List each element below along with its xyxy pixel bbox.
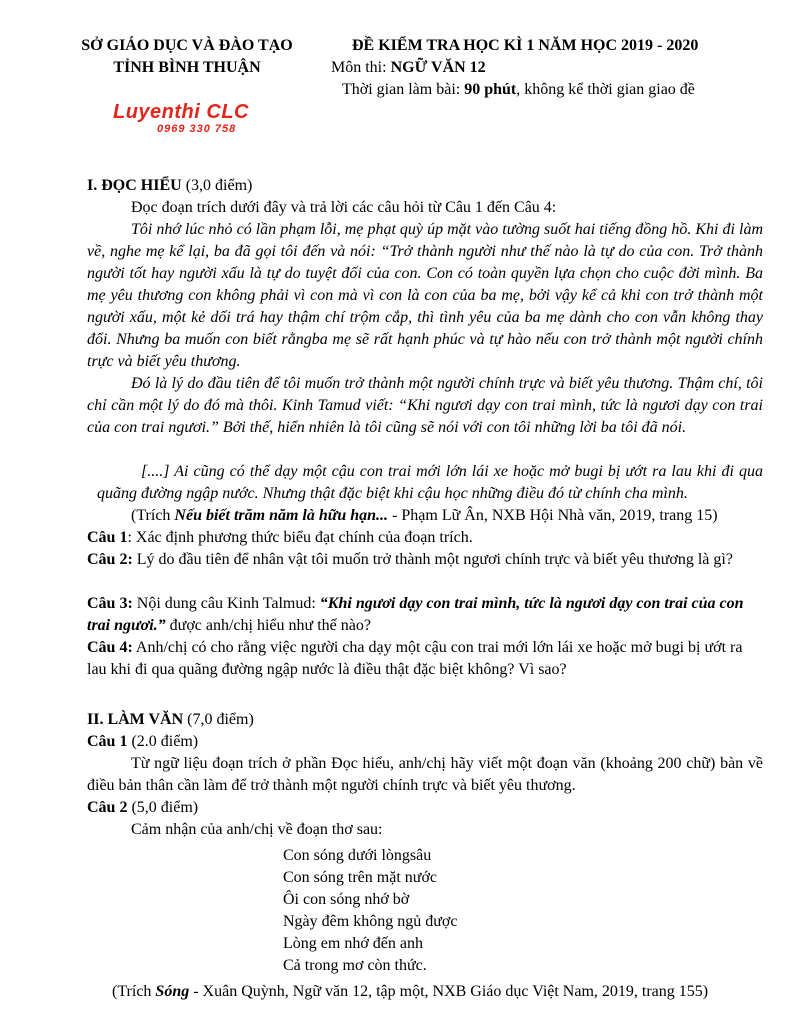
subject-value: NGỮ VĂN 12 [390,59,486,76]
question-4-label: Câu 4: [87,639,133,656]
question-2-label: Câu 2: [87,551,133,568]
essay-question-1-points: (2.0 điểm) [127,733,199,750]
luyenthi-logo [113,101,263,135]
department-line-1: SỞ GIÁO DỤC VÀ ĐÀO TẠO [81,37,293,54]
question-3-quote: “Khi ngươi dạy con trai mình, tức là ngươi dạy con trai của con trai ngươi.” [87,595,744,634]
source-rest: - Phạm Lữ Ân, NXB Hội Nhà văn, 2019, trang 15) [388,507,718,524]
question-1-text: : Xác định phương thức biểu đạt chính của đoạn trích. [127,529,473,546]
section-1-title: I. ĐỌC HIỂU [87,177,182,194]
question-1 [87,527,763,549]
essay-question-2-heading [87,797,763,819]
passage-paragraph-3: [....] Ai cũng có thể dạy một cậu con trai mới lớn lái xe hoặc mở bugi bị ướt ra lau khi đi qua quãng đường ngập nước. Nhưng thật đặc biệt khi cậu học những điều đó từ chính cha mình. [97,463,763,502]
question-3 [87,593,763,637]
section-1-points: (3,0 điểm) [181,177,253,194]
question-4-text: Anh/chị có cho rằng việc người cha dạy một cậu con trai mới lớn lái xe hoặc mở bugi bị ướt ra lau khi đi qua quãng đường ngập nước là điều thật đặc biệt không? Vì sao? [87,639,743,678]
question-2 [87,549,763,571]
exam-title: ĐỀ KIỂM TRA HỌC KÌ 1 NĂM HỌC 2019 - 2020 [352,37,699,54]
passage-paragraph-1: Tôi nhớ lúc nhỏ có lần phạm lỗi, mẹ phạt quỳ úp mặt vào tường suốt hai tiếng đồng hồ. Khi đi làm về, nghe mẹ kể lại, ba đã gọi tôi đến và nói: “Trở thành người như thế nào là tự do của con. Trở thành người tốt hay người xấu là tự do tuyệt đối của con. Con có toàn quyền lựa chọn cho cuộc đời mình. Ba mẹ yêu thương con không phải vì con mà vì con là con của ba mẹ, bởi vậy kể cả khi con trở thành một người xấu, một kẻ dối trá hay thậm chí trộm cắp, thì tình yêu của ba mẹ dành cho con vẫn không thay đổi. Nhưng ba muốn con biết rằngba mẹ sẽ rất hạnh phúc và tự hào nếu con trở thành một người chính trực và biết yêu thương. [87,221,763,370]
time-label: Thời gian làm bài: [342,81,465,98]
passage-paragraph-2: Đó là lý do đầu tiên để tôi muốn trở thành một người chính trực và biết yêu thương. Thậm chí, tôi chỉ cần một lý do đó mà thôi. Kinh Tamud viết: “Khi ngươi dạy con trai mình, tức là ngươi dạy con trai của con trai ngươi.” Bởi thế, hiển nhiên là tôi cũng sẽ nói với con tôi những lời ba tôi đã nói. [87,375,763,436]
logo-text: Luyenthi CLC [113,101,249,123]
poem-line: Ôi con sóng nhớ bờ [283,891,410,908]
source-prefix: (Trích [131,507,175,524]
exam-time [342,79,695,101]
poem-line: Con sóng trên mặt nước [283,869,437,886]
source-title: Nếu biết trăm năm là hữu hạn... [174,507,389,524]
section-2-points: (7,0 điểm) [183,711,254,728]
essay-question-1-heading [87,731,763,753]
poem-line: Ngày đêm không ngủ được [283,913,458,930]
reading-instruction: Đọc đoạn trích dưới đây và trả lời các câu hỏi từ Câu 1 đến Câu 4: [131,199,557,216]
department-name [72,35,302,79]
question-4 [87,637,763,681]
poem-source-rest: - Xuân Quỳnh, Ngữ văn 12, tập một, NXB Giáo dục Việt Nam, 2019, trang 155) [189,983,709,1000]
poem-source-prefix: (Trích [112,983,156,1000]
essay-question-1-text: Từ ngữ liệu đoạn trích ở phần Đọc hiểu, anh/chị hãy viết một đoạn văn (khoảng 200 chữ) bàn về điều bản thân cần làm để trở thành một người chính trực và biết yêu thương. [87,755,763,794]
essay-question-1-label: Câu 1 [87,733,128,750]
poem-source-title: Sóng [155,983,190,1000]
department-line-2: TỈNH BÌNH THUẬN [113,59,261,76]
question-2-text: Lý do đầu tiên để nhân vật tôi muốn trở thành một ngươi chính trực và biết yêu thương là gì? [132,551,733,568]
question-3-pre: Nội dung câu Kinh Talmud: [132,595,320,612]
poem-line: Cả trong mơ còn thức. [283,957,427,974]
subject-label: Môn thi: [331,59,391,76]
question-3-post: được anh/chị hiểu như thế nào? [165,617,371,634]
poem-line: Con sóng dưới lòngsâu [283,847,432,864]
section-2-heading [87,709,763,731]
time-value: 90 phút [464,81,517,98]
section-1-heading [87,175,763,197]
passage-source [131,505,718,527]
exam-subject [331,57,486,79]
essay-question-2-points: (5,0 điểm) [127,799,199,816]
section-2-title: II. LÀM VĂN [87,711,184,728]
question-1-label: Câu 1 [87,529,128,546]
question-3-label: Câu 3: [87,595,133,612]
time-note: , không kể thời gian giao đề [516,81,695,98]
logo-phone: 0969 330 758 [157,123,237,135]
essay-question-2-label: Câu 2 [87,799,128,816]
poem-source [112,981,708,1003]
poem-line: Lòng em nhớ đến anh [283,935,423,952]
essay-question-2-text: Cảm nhận của anh/chị về đoạn thơ sau: [131,821,383,838]
